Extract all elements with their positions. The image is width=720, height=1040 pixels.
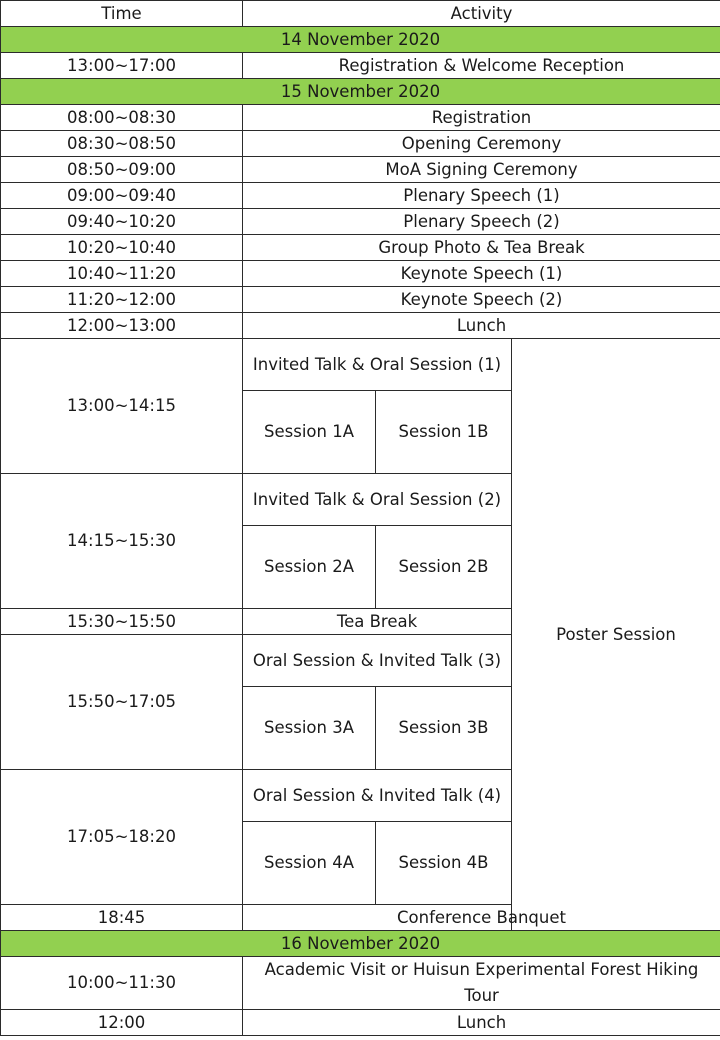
activity-cell: Academic Visit or Huisun Experimental Forest Hiking Tour bbox=[243, 957, 720, 1010]
activity-cell: Conference Banquet bbox=[243, 905, 720, 931]
activity-cell: Plenary Speech (2) bbox=[243, 209, 720, 235]
activity-cell: Lunch bbox=[243, 1010, 720, 1036]
schedule-row bbox=[1, 157, 720, 183]
session-a-cell: Session 1A bbox=[243, 391, 376, 474]
date-row-day3 bbox=[1, 931, 720, 957]
activity-cell: Registration & Welcome Reception bbox=[243, 53, 720, 79]
poster-session-cell: Poster Session bbox=[512, 339, 720, 931]
session-title-cell: Oral Session & Invited Talk (4) bbox=[243, 770, 512, 822]
header-activity: Activity bbox=[243, 1, 720, 27]
session-title-cell: Invited Talk & Oral Session (1) bbox=[243, 339, 512, 391]
session-a-cell: Session 3A bbox=[243, 687, 376, 770]
session-title-cell: Oral Session & Invited Talk (3) bbox=[243, 635, 512, 687]
time-cell: 09:00~09:40 bbox=[1, 183, 243, 209]
time-cell: 15:50~17:05 bbox=[1, 635, 243, 770]
activity-cell: Keynote Speech (2) bbox=[243, 287, 720, 313]
session-b-cell: Session 2B bbox=[376, 526, 512, 609]
time-cell: 09:40~10:20 bbox=[1, 209, 243, 235]
schedule-row bbox=[1, 235, 720, 261]
activity-cell: Lunch bbox=[243, 313, 720, 339]
time-cell: 08:00~08:30 bbox=[1, 105, 243, 131]
activity-cell: Group Photo & Tea Break bbox=[243, 235, 720, 261]
schedule-row bbox=[1, 261, 720, 287]
date-label: 15 November 2020 bbox=[1, 79, 720, 105]
time-cell: 12:00~13:00 bbox=[1, 313, 243, 339]
time-cell: 15:30~15:50 bbox=[1, 609, 243, 635]
activity-cell: Registration bbox=[243, 105, 720, 131]
schedule-row bbox=[1, 957, 720, 1010]
date-label: 14 November 2020 bbox=[1, 27, 720, 53]
time-cell: 14:15~15:30 bbox=[1, 474, 243, 609]
time-cell: 18:45 bbox=[1, 905, 243, 931]
schedule-row bbox=[1, 905, 720, 931]
time-cell: 13:00~17:00 bbox=[1, 53, 243, 79]
time-cell: 10:40~11:20 bbox=[1, 261, 243, 287]
date-row-day2 bbox=[1, 79, 720, 105]
schedule-row bbox=[1, 209, 720, 235]
activity-cell: Plenary Speech (1) bbox=[243, 183, 720, 209]
time-cell: 17:05~18:20 bbox=[1, 770, 243, 905]
activity-cell: Keynote Speech (1) bbox=[243, 261, 720, 287]
activity-cell: Tea Break bbox=[243, 609, 512, 635]
schedule-row bbox=[1, 1010, 720, 1036]
schedule-row bbox=[1, 53, 720, 79]
session-b-cell: Session 1B bbox=[376, 391, 512, 474]
time-cell: 08:50~09:00 bbox=[1, 157, 243, 183]
schedule-row bbox=[1, 131, 720, 157]
time-cell: 13:00~14:15 bbox=[1, 339, 243, 474]
session-b-cell: Session 3B bbox=[376, 687, 512, 770]
header-row bbox=[1, 1, 720, 27]
header-time: Time bbox=[1, 1, 243, 27]
session-a-cell: Session 2A bbox=[243, 526, 376, 609]
session-title-cell: Invited Talk & Oral Session (2) bbox=[243, 474, 512, 526]
schedule-row bbox=[1, 183, 720, 209]
time-cell: 08:30~08:50 bbox=[1, 131, 243, 157]
schedule-row bbox=[1, 313, 720, 339]
time-cell: 11:20~12:00 bbox=[1, 287, 243, 313]
time-cell: 10:00~11:30 bbox=[1, 957, 243, 1010]
schedule-row bbox=[1, 287, 720, 313]
schedule-row bbox=[1, 105, 720, 131]
time-cell: 10:20~10:40 bbox=[1, 235, 243, 261]
session-a-cell: Session 4A bbox=[243, 822, 376, 905]
time-cell: 12:00 bbox=[1, 1010, 243, 1036]
session-b-cell: Session 4B bbox=[376, 822, 512, 905]
session-block-title-row bbox=[1, 339, 720, 391]
date-label: 16 November 2020 bbox=[1, 931, 720, 957]
activity-cell: MoA Signing Ceremony bbox=[243, 157, 720, 183]
activity-cell: Opening Ceremony bbox=[243, 131, 720, 157]
date-row-day1 bbox=[1, 27, 720, 53]
